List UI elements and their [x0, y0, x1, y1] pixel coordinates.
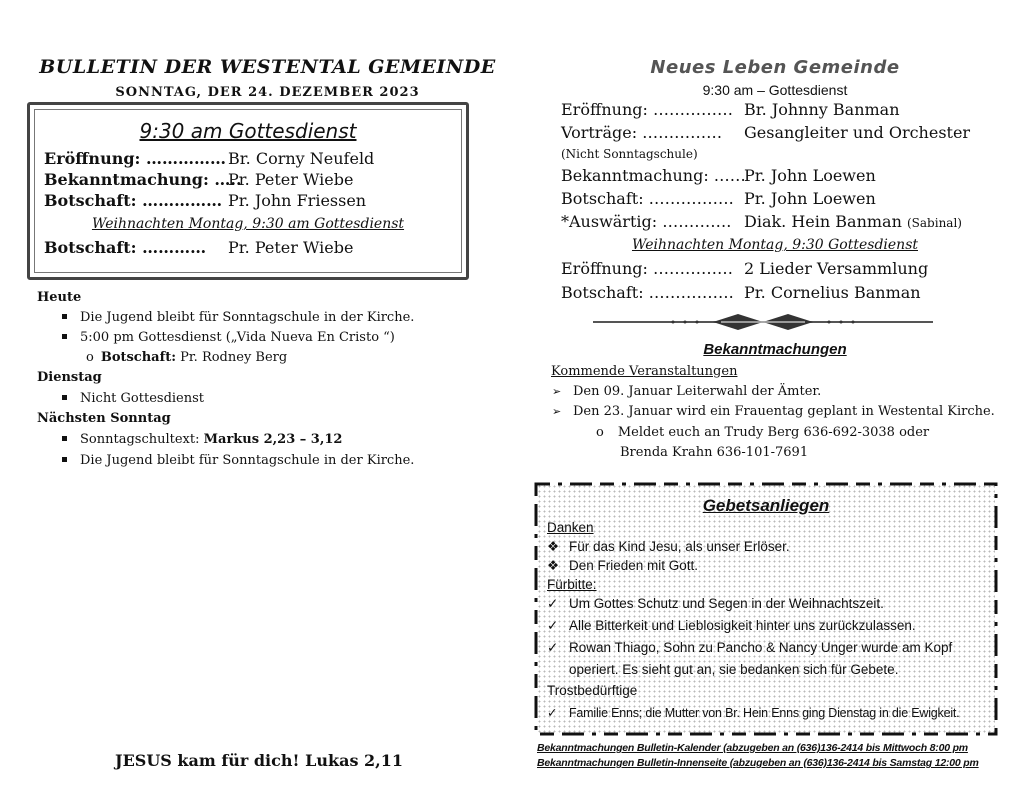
service-row-label: Eröffnung: ……………: [44, 149, 226, 168]
list-item: ✓ Um Gottes Schutz und Segen in der Weihnachtszeit.: [547, 596, 884, 611]
list-item: ✓ Familie Enns; die Mutter von Br. Hein Enns ging Dienstag in die Ewigkeit.: [547, 706, 960, 720]
schedule-heading-tuesday: Dienstag: [37, 370, 102, 385]
list-item: ✓ Rowan Thiago, Sohn zu Pancho & Nancy Unger wurde am Kopf: [547, 640, 953, 655]
list-item: ➢ Den 09. Januar Leiterwahl der Ämter.: [552, 384, 822, 399]
service-row-label: Bekanntmachung: …..: [44, 170, 242, 189]
checkmark-icon: ✓: [547, 706, 558, 720]
right-row-message: Botschaft: ……………. Pr. John Loewen: [561, 189, 876, 208]
schedule-heading-next-sunday: Nächsten Sonntag: [37, 411, 171, 426]
service-row-monday-message: [44, 238, 353, 257]
left-bulletin-date: SONNTAG, DER 24. DEZEMBER 2023: [115, 85, 420, 100]
square-bullet-icon: [62, 314, 67, 319]
right-row-monday-opening: Eröffnung: …………… 2 Lieder Versammlung: [561, 259, 929, 278]
checkmark-icon: ✓: [547, 640, 559, 655]
service-row-name: Pr. John Friessen: [228, 191, 367, 210]
checkmark-icon: ✓: [547, 618, 559, 633]
list-item: Sonntagschultext: Markus 2,23 – 3,12: [62, 432, 342, 447]
arrow-bullet-icon: ➢: [552, 385, 562, 398]
announcements-title: Bekanntmachungen: [703, 341, 847, 358]
checkmark-icon: ✓: [547, 596, 559, 611]
prayer-heading-intercession: Fürbitte:: [547, 577, 597, 592]
service-row-message: [44, 191, 366, 210]
right-row-lectures: Vorträge: …………… Gesangleiter und Orchester: [561, 123, 971, 142]
upcoming-events-heading: Kommende Veranstaltungen: [551, 364, 738, 379]
diamond-bullet-icon: ❖: [547, 539, 560, 554]
list-item: Die Jugend bleibt für Sonntagschule in der Kirche.: [62, 310, 414, 325]
service-row-label: Botschaft: …………: [44, 238, 207, 257]
service-box: [27, 102, 469, 280]
footer-calendar-deadline: Bekanntmachungen Bulletin-Kalender (abzugeben an (636)136-2414 bis Mittwoch 8:00 pm: [537, 742, 968, 754]
list-item-sub-continuation: Brenda Krahn 636-101-7691: [620, 445, 809, 460]
list-item: Nicht Gottesdienst: [62, 391, 204, 406]
list-item: ✓ Alle Bitterkeit und Lieblosigkeit hinter uns zurückzulassen.: [547, 618, 916, 633]
list-item: ❖ Für das Kind Jesu, als unser Erlöser.: [547, 539, 790, 554]
list-item: Die Jugend bleibt für Sonntagschule in der Kirche.: [62, 453, 414, 468]
left-bulletin-title: BULLETIN DER WESTENTAL GEMEINDE: [39, 56, 496, 78]
list-item-sub: o Botschaft: Pr. Rodney Berg: [86, 350, 288, 365]
service-row-name: Pr. Peter Wiebe: [228, 238, 354, 257]
diamond-bullet-icon: ❖: [547, 558, 560, 573]
prayer-title: Gebetsanliegen: [702, 496, 830, 515]
right-small-note: (Nicht Sonntagschule): [561, 147, 698, 161]
service-row-name: Pr. Peter Wiebe: [228, 170, 354, 189]
christmas-monday-note: Weihnachten Montag, 9:30 am Gottesdienst: [91, 216, 405, 232]
right-row-monday-message: Botschaft: ……………. Pr. Cornelius Banman: [561, 283, 921, 302]
schedule-heading-today: Heute: [37, 290, 82, 305]
arrow-bullet-icon: ➢: [552, 405, 562, 418]
service-title: 9:30 am Gottesdienst: [139, 119, 357, 143]
service-row-name: Br. Corny Neufeld: [228, 149, 375, 168]
square-bullet-icon: [62, 395, 67, 400]
right-church-title: Neues Leben Gemeinde: [650, 57, 900, 78]
circle-bullet-icon: o: [86, 350, 94, 365]
right-christmas-monday-note: Weihnachten Montag, 9:30 Gottesdienst: [631, 237, 918, 253]
square-bullet-icon: [62, 457, 67, 462]
service-row-opening: [44, 149, 374, 168]
square-bullet-icon: [62, 436, 67, 441]
prayer-heading-comfort: Trostbedürftige: [547, 683, 638, 698]
prayer-heading-thanks: Danken: [547, 520, 594, 535]
left-footer-verse: JESUS kam für dich! Lukas 2,11: [115, 751, 403, 770]
list-item-sub: o Meldet euch an Trudy Berg 636-692-3038 oder: [596, 425, 930, 440]
right-row-opening: Eröffnung: …………… Br. Johnny Banman: [561, 100, 900, 119]
right-service-time: 9:30 am – Gottesdienst: [702, 82, 848, 98]
square-bullet-icon: [62, 334, 67, 339]
right-row-announcement: Bekanntmachung: ……Pr. John Loewen: [561, 166, 876, 185]
list-item-continuation: operiert. Es sieht gut an, sie bedanken sich für Gebete.: [569, 662, 899, 677]
service-row-label: Botschaft: ……………: [44, 191, 223, 210]
ornament-divider-icon: [593, 312, 933, 332]
list-item: 5:00 pm Gottesdienst („Vida Nueva En Cristo “): [62, 330, 395, 345]
list-item: ❖ Den Frieden mit Gott.: [547, 558, 699, 573]
footer-inside-page-deadline: Bekanntmachungen Bulletin-Innenseite (abzugeben an (636)136-2414 bis Samstag 12:00 pm: [537, 757, 979, 769]
right-row-outreach: *Auswärtig: …………. Diak. Hein Banman (Sabinal): [561, 212, 962, 231]
list-item: ➢ Den 23. Januar wird ein Frauentag geplant in Westental Kirche.: [552, 404, 995, 419]
service-row-announcement: [44, 170, 353, 189]
circle-bullet-icon: o: [596, 425, 604, 440]
